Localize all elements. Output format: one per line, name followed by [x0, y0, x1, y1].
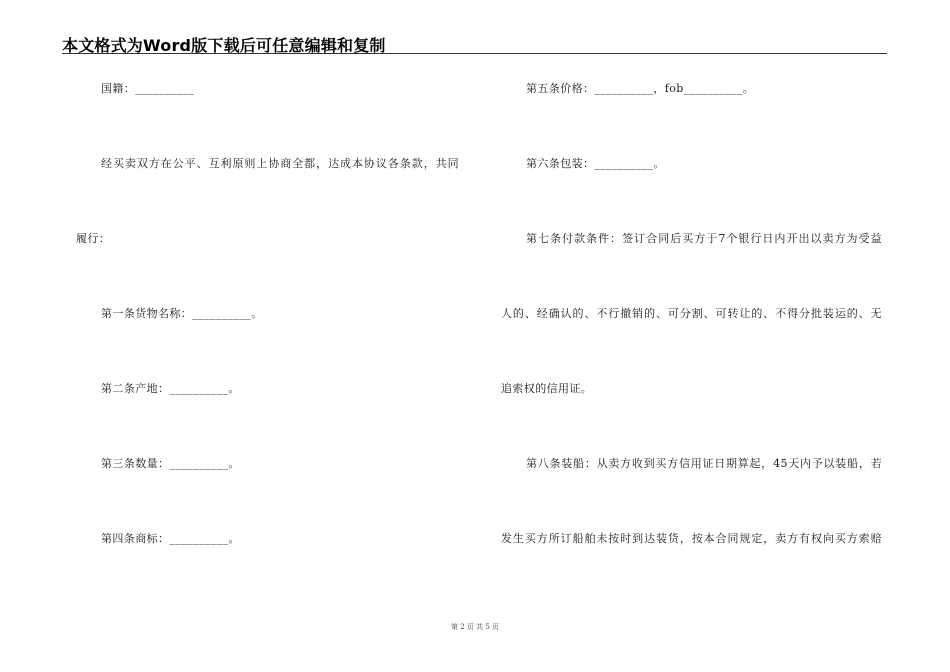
article-6-packing: 第六条包装：__________。 — [526, 157, 665, 170]
article-7-payment-line-2: 人的、经确认的、不行撤销的、可分割、可转让的、不得分批装运的、无 — [501, 307, 882, 320]
preamble-line: 经买卖双方在公平、互利原则上协商全都，达成本协议各条款，共同 — [101, 157, 459, 170]
preamble-end-line: 履行： — [76, 232, 111, 245]
article-4-trademark: 第四条商标：__________。 — [101, 532, 240, 545]
page-indicator: 第 2 页 共 5 页 — [450, 623, 500, 631]
document-header: 本文格式为Word版下载后可任意编辑和复制 — [62, 36, 386, 55]
nationality-line: 国籍：__________ — [101, 82, 195, 95]
article-1-goods-name: 第一条货物名称：__________。 — [101, 307, 263, 320]
article-3-quantity: 第三条数量：__________。 — [101, 457, 240, 470]
article-7-payment-line-1: 第七条付款条件：签订合同后买方于7个银行日内开出以卖方为受益 — [526, 232, 882, 245]
article-8-shipment-line-2: 发生买方所订船舶未按时到达装货，按本合同规定，卖方有权向买方索赔 — [501, 532, 882, 545]
article-7-payment-line-3: 追索权的信用证。 — [501, 382, 593, 395]
article-5-price: 第五条价格：__________，fob__________。 — [526, 82, 755, 95]
article-2-origin: 第二条产地：__________。 — [101, 382, 240, 395]
header-divider — [62, 53, 887, 54]
article-8-shipment-line-1: 第八条装船：从卖方收到买方信用证日期算起，45天内予以装船，若 — [526, 457, 882, 470]
